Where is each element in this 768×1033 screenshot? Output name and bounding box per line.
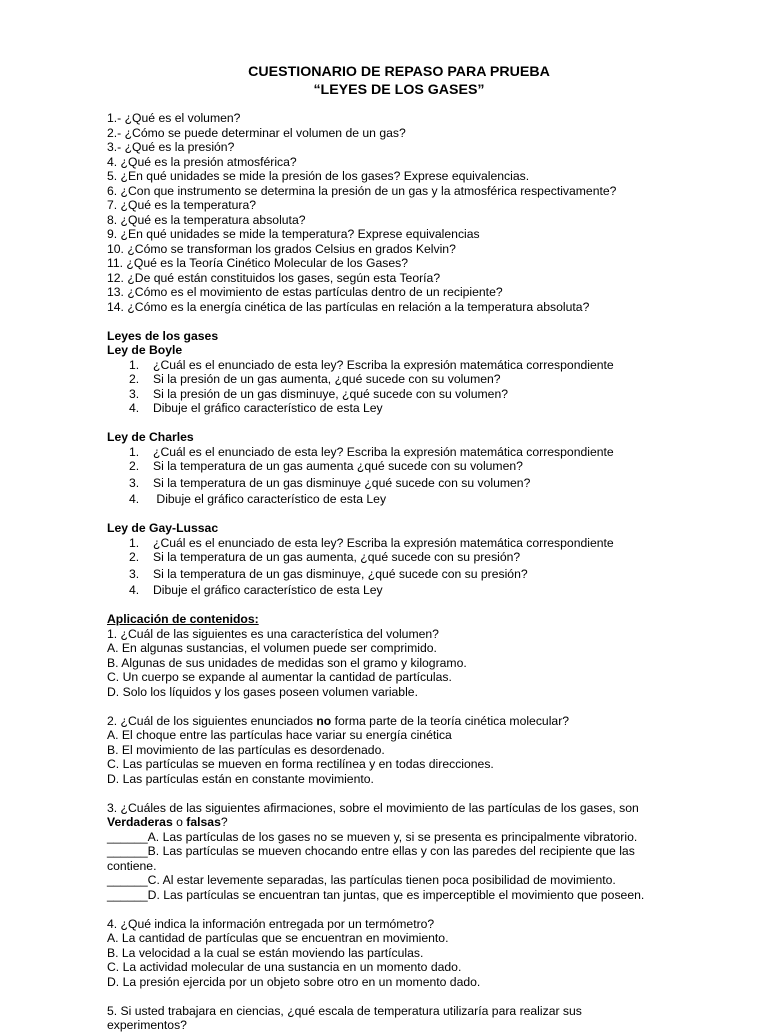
application-question-2 — [107, 714, 667, 787]
question: 10. ¿Cómo se transforman los grados Celsius en grados Kelvin? — [107, 241, 456, 256]
boyle-heading: Ley de Boyle — [107, 343, 183, 357]
list-item: 4. Dibuje el gráfico característico de esta Ley — [129, 492, 387, 506]
list-item: 4. Dibuje el gráfico característico de esta Ley — [129, 583, 383, 597]
charles-list — [107, 445, 667, 507]
question-stem-cont: Verdaderas o falsas? — [107, 815, 228, 829]
review-questions — [107, 111, 667, 314]
question: 3.- ¿Qué es la presión? — [107, 140, 235, 154]
question: 13. ¿Cómo es el movimiento de estas partículas dentro de un recipiente? — [107, 285, 503, 299]
answer-option: C. Un cuerpo se expande al aumentar la cantidad de partículas. — [107, 670, 452, 684]
question: 11. ¿Qué es la Teoría Cinético Molecular de los Gases? — [107, 256, 409, 270]
list-item: 4. Dibuje el gráfico característico de esta Ley — [129, 401, 383, 415]
answer-option: D. Solo los líquidos y los gases poseen volumen variable. — [107, 684, 418, 699]
list-item: 3. Si la temperatura de un gas disminuye, ¿qué sucede con su presión? — [129, 566, 528, 581]
list-item: 1. ¿Cuál es el enunciado de esta ley? Escriba la expresión matemática correspondiente — [129, 535, 614, 550]
list-item: 1. ¿Cuál es el enunciado de esta ley? Escriba la expresión matemática correspondiente — [129, 357, 614, 372]
question-stem: 4. ¿Qué indica la información entregada por un termómetro? — [107, 916, 435, 931]
title-line-2: “LEYES DE LOS GASES” — [313, 82, 485, 98]
application-question-3 — [107, 801, 667, 903]
true-false-item: ______B. Las partículas se mueven chocando entre ellas y con las paredes del recipiente que las — [107, 844, 635, 858]
question-stem: 5. Si usted trabajara en ciencias, ¿qué escala de temperatura utilizaría para realizar sus — [107, 1003, 582, 1018]
title-line-1: CUESTIONARIO DE REPASO PARA PRUEBA — [248, 64, 550, 80]
answer-option: C. Las partículas se mueven en forma rectilínea y en todas direcciones. — [107, 757, 494, 771]
answer-option: B. El movimiento de las partículas es desordenado. — [107, 742, 385, 757]
gay-lussac-heading: Ley de Gay-Lussac — [107, 521, 219, 535]
list-item: 3. Si la presión de un gas disminuye, ¿qué sucede con su volumen? — [129, 386, 509, 401]
question: 5. ¿En qué unidades se mide la presión de los gases? Exprese equivalencias. — [107, 169, 530, 183]
list-item: 2. Si la presión de un gas aumenta, ¿qué sucede con su volumen? — [129, 372, 501, 386]
question: 14. ¿Cómo es la energía cinética de las partículas en relación a la temperatura absoluta? — [107, 299, 590, 314]
application-question-5 — [107, 1004, 667, 1033]
true-false-item: ______D. Las partículas se encuentran tan juntas, que es imperceptible el movimiento que poseen. — [107, 887, 645, 902]
question-stem: 2. ¿Cuál de los siguientes enunciados no forma parte de la teoría cinética molecular? — [107, 713, 570, 728]
list-item: 3. Si la temperatura de un gas disminuye ¿qué sucede con su volumen? — [129, 475, 531, 490]
list-item: 1. ¿Cuál es el enunciado de esta ley? Escriba la expresión matemática correspondiente — [129, 444, 614, 459]
true-false-item: ______A. Las partículas de los gases no se mueven y, si se presenta es principalmente vibratorio. — [107, 829, 638, 844]
charles-heading: Ley de Charles — [107, 430, 194, 444]
gay-lussac-list — [107, 536, 667, 598]
answer-option: A. El choque entre las partículas hace variar su energía cinética — [107, 728, 452, 742]
true-false-item-cont: contiene. — [107, 858, 157, 873]
question: 12. ¿De qué están constituidos los gases, según esta Teoría? — [107, 270, 441, 285]
application-question-1 — [107, 627, 667, 700]
answer-option: D. La presión ejercida por un objeto sobre otro en un momento dado. — [107, 974, 481, 989]
question-stem-cont: experimentos? — [107, 1018, 187, 1032]
question: 2.- ¿Cómo se puede determinar el volumen de un gas? — [107, 125, 406, 140]
list-item: 2. Si la temperatura de un gas aumenta, ¿qué sucede con su presión? — [129, 550, 521, 564]
laws-heading: Leyes de los gases — [107, 328, 219, 343]
boyle-list — [107, 358, 667, 416]
question: 7. ¿Qué es la temperatura? — [107, 198, 257, 212]
answer-option: A. En algunas sustancias, el volumen puede ser comprimido. — [107, 641, 437, 655]
document-page — [107, 63, 667, 1033]
question-stem: 1. ¿Cuál de las siguientes es una característica del volumen? — [107, 626, 439, 641]
list-item: 2. Si la temperatura de un gas aumenta ¿qué sucede con su volumen? — [129, 459, 523, 473]
question-stem: 3. ¿Cuáles de las siguientes afirmaciones, sobre el movimiento de las partículas de los gases, son — [107, 800, 639, 815]
question: 9. ¿En qué unidades se mide la temperatura? Exprese equivalencias — [107, 227, 480, 241]
answer-option: A. La cantidad de partículas que se encuentran en movimiento. — [107, 931, 449, 945]
question: 8. ¿Qué es la temperatura absoluta? — [107, 212, 306, 227]
application-heading: Aplicación de contenidos: — [107, 612, 259, 626]
question: 6. ¿Con que instrumento se determina la presión de un gas y la atmosférica respectivamente? — [107, 183, 617, 198]
true-false-item: ______C. Al estar levemente separadas, las partículas tienen poca posibilidad de movimiento. — [107, 873, 616, 887]
document-title — [131, 63, 667, 99]
application-question-4 — [107, 917, 667, 990]
answer-option: C. La actividad molecular de una sustancia en un momento dado. — [107, 960, 462, 974]
answer-option: D. Las partículas están en constante movimiento. — [107, 771, 374, 786]
question: 1.- ¿Qué es el volumen? — [107, 111, 241, 125]
answer-option: B. Algunas de sus unidades de medidas son el gramo y kilogramo. — [107, 655, 467, 670]
answer-option: B. La velocidad a la cual se están moviendo las partículas. — [107, 945, 424, 960]
question: 4. ¿Qué es la presión atmosférica? — [107, 154, 297, 169]
